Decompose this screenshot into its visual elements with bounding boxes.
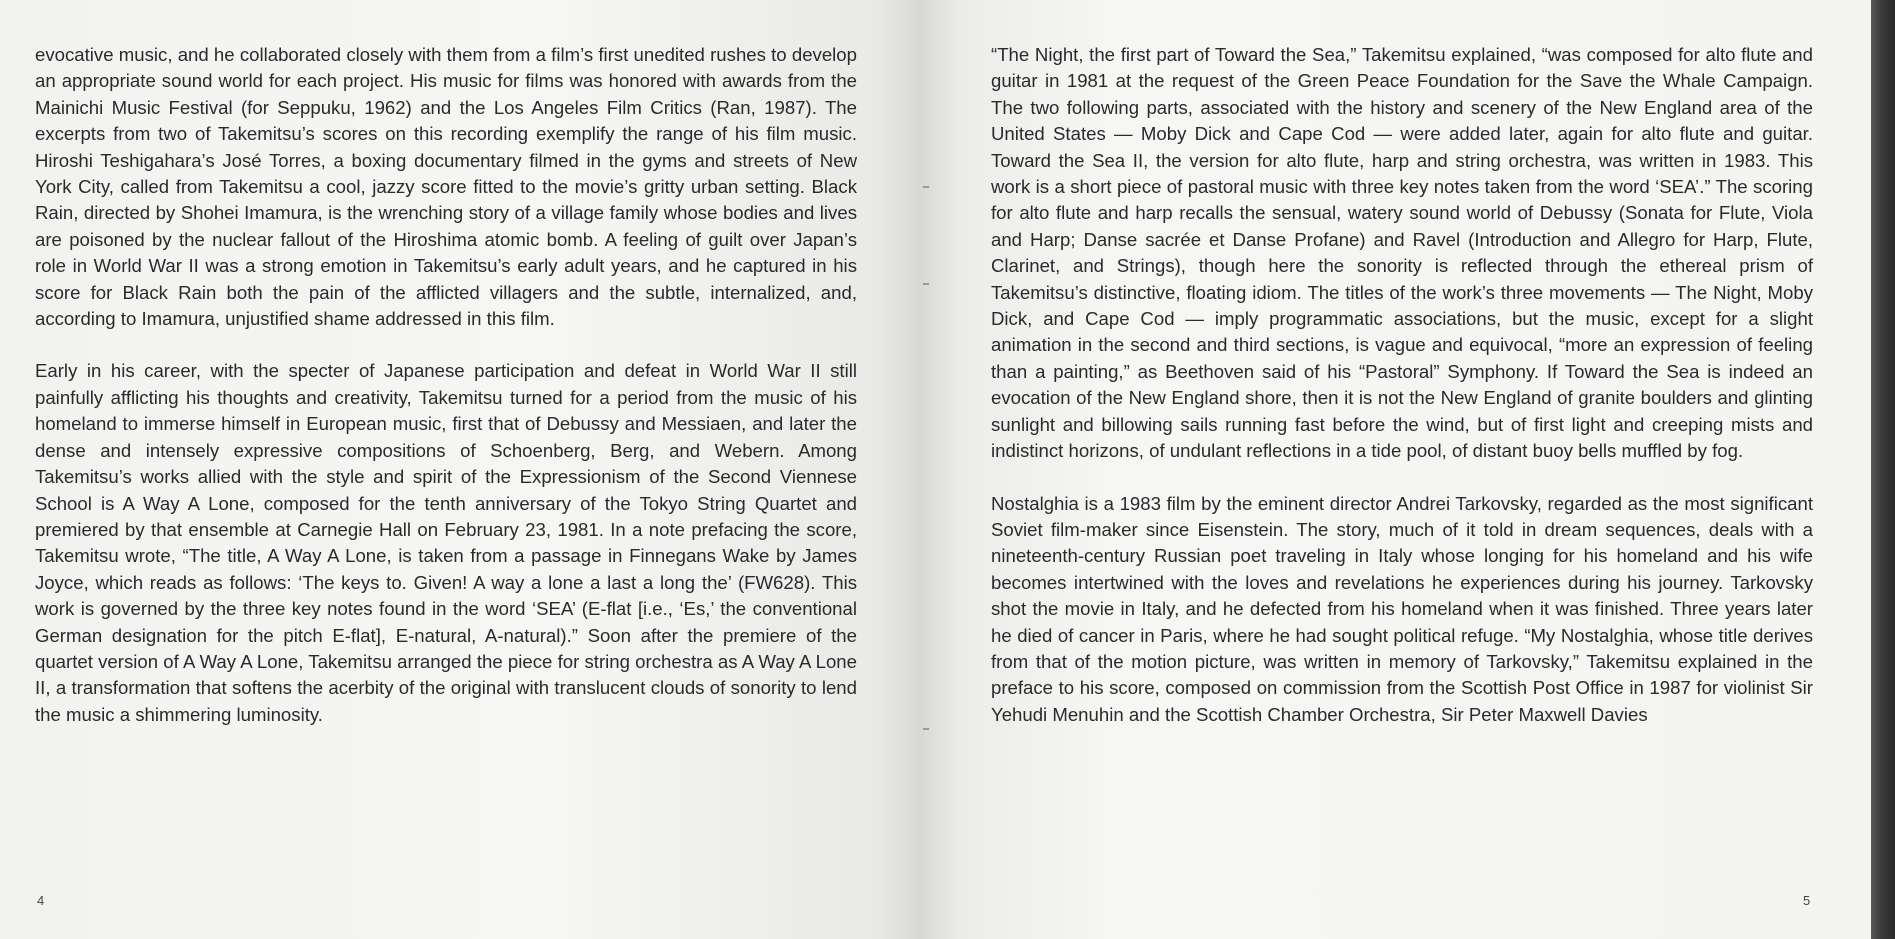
- right-page-body: [991, 42, 1813, 728]
- left-page-number: 4: [37, 893, 45, 908]
- left-paragraph-2: Early in his career, with the specter of Japanese participation and defeat in World War II still painfully afflicting his thoughts and creativity, Takemitsu turned for a period from the music of his homeland to immerse himself in European music, first that of Debussy and Messiaen, and later the dense and intensely expressive compositions of Schoenberg, Berg, and Webern. Among Takemitsu’s works allied with the style and spirit of the Expressionism of the Second Viennese School is A Way A Lone, composed for the tenth anniversary of the Tokyo String Quartet and premiered by that ensemble at Carnegie Hall on February 23, 1981. In a note prefacing the score, Takemitsu wrote, “The title, A Way A Lone, is taken from a passage in Finnegans Wake by James Joyce, which reads as follows: ‘The keys to. Given! A way a lone a last a long the’ (FW628). This work is governed by the three key notes found in the word ‘SEA’ (E-flat [i.e., ‘Es,’ the conventional German designation for the pitch E-flat], E-natural, A-natural).” Soon after the premiere of the quartet version of A Way A Lone, Takemitsu arranged the piece for string orchestra as A Way A Lone II, a transformation that softens the acerbity of the original with translucent clouds of sonority to lend the music a shimmering luminosity.: [35, 360, 857, 725]
- right-paragraph-2: Nostalghia is a 1983 film by the eminent director Andrei Tarkovsky, regarded as the most significant Soviet film-maker since Eisenstein. The story, much of it told in dream sequences, deals with a nineteenth-century Russian poet traveling in Italy whose longing for his homeland and his wife becomes intertwined with the loves and revelations he experiences during his journey. Tarkovsky shot the movie in Italy, and he defected from his homeland when it was finished. Three years later he died of cancer in Paris, where he had sought political refuge. “My Nostalghia, whose title derives from that of the motion picture, was written in memory of Tarkovsky,” Takemitsu explained in the preface to his score, composed on commission from the Scottish Post Office in 1987 for violinist Sir Yehudi Menuhin and the Scottish Chamber Orchestra, Sir Peter Maxwell Davies: [991, 492, 1813, 725]
- margin-mark: [923, 186, 929, 188]
- left-paragraph-1: evocative music, and he collaborated closely with them from a film’s first unedited rushes to develop an appropriate sound world for each project. His music for films was honored with awards from the Mainichi Music Festival (for Seppuku, 1962) and the Los Angeles Film Critics (Ran, 1987). The excerpts from two of Takemitsu’s scores on this recording exemplify the range of his film music. Hiroshi Teshigahara’s José Torres, a boxing documentary filmed in the gyms and streets of New York City, called from Takemitsu a cool, jazzy score fitted to the movie’s gritty urban setting. Black Rain, directed by Shohei Imamura, is the wrenching story of a village family whose bodies and lives are poisoned by the nuclear fallout of the Hiroshima atomic bomb. A feeling of guilt over Japan’s role in World War II was a strong emotion in Takemitsu’s early adult years, and he captured in his score for Black Rain both the pain of the afflicted villagers and the subtle, internalized, and, according to Imamura, unjustified shame addressed in this film.: [35, 44, 857, 330]
- booklet-edge-shadow: [1871, 0, 1895, 939]
- margin-mark: [923, 283, 929, 285]
- right-paragraph-1: “The Night, the first part of Toward the Sea,” Takemitsu explained, “was composed for alto flute and guitar in 1981 at the request of the Green Peace Foundation for the Save the Whale Campaign. The two following parts, associated with the history and scenery of the New England area of the United States — Moby Dick and Cape Cod — were added later, again for alto flute and guitar. Toward the Sea II, the version for alto flute, harp and string orchestra, was written in 1983. This work is a short piece of pastoral music with three key notes taken from the word ‘SEA’.” The scoring for alto flute and harp recalls the sensual, watery sound world of Debussy (Sonata for Flute, Viola and Harp; Danse sacrée et Danse Profane) and Ravel (Introduction and Allegro for Harp, Flute, Clarinet, and Strings), though here the sonority is reflected through the ethereal prism of Takemitsu’s distinctive, floating idiom. The titles of the work’s three movements — The Night, Moby Dick, and Cape Cod — imply programmatic associations, but the music, except for a slight animation in the second and third sections, is vague and equivocal, “more an expression of feeling than a painting,” as Beethoven said of his “Pastoral” Symphony. If Toward the Sea is indeed an evocation of the New England shore, then it is not the New England of granite boulders and glinting sunlight and billowing sails running fast before the wind, but of first light and creeping mists and indistinct horizons, of undulant reflections in a tide pool, of distant buoy bells muffled by fog.: [991, 44, 1813, 462]
- left-page: [0, 0, 923, 939]
- right-page-number: 5: [1803, 893, 1811, 908]
- left-page-body: [35, 42, 857, 728]
- margin-mark: [923, 728, 929, 730]
